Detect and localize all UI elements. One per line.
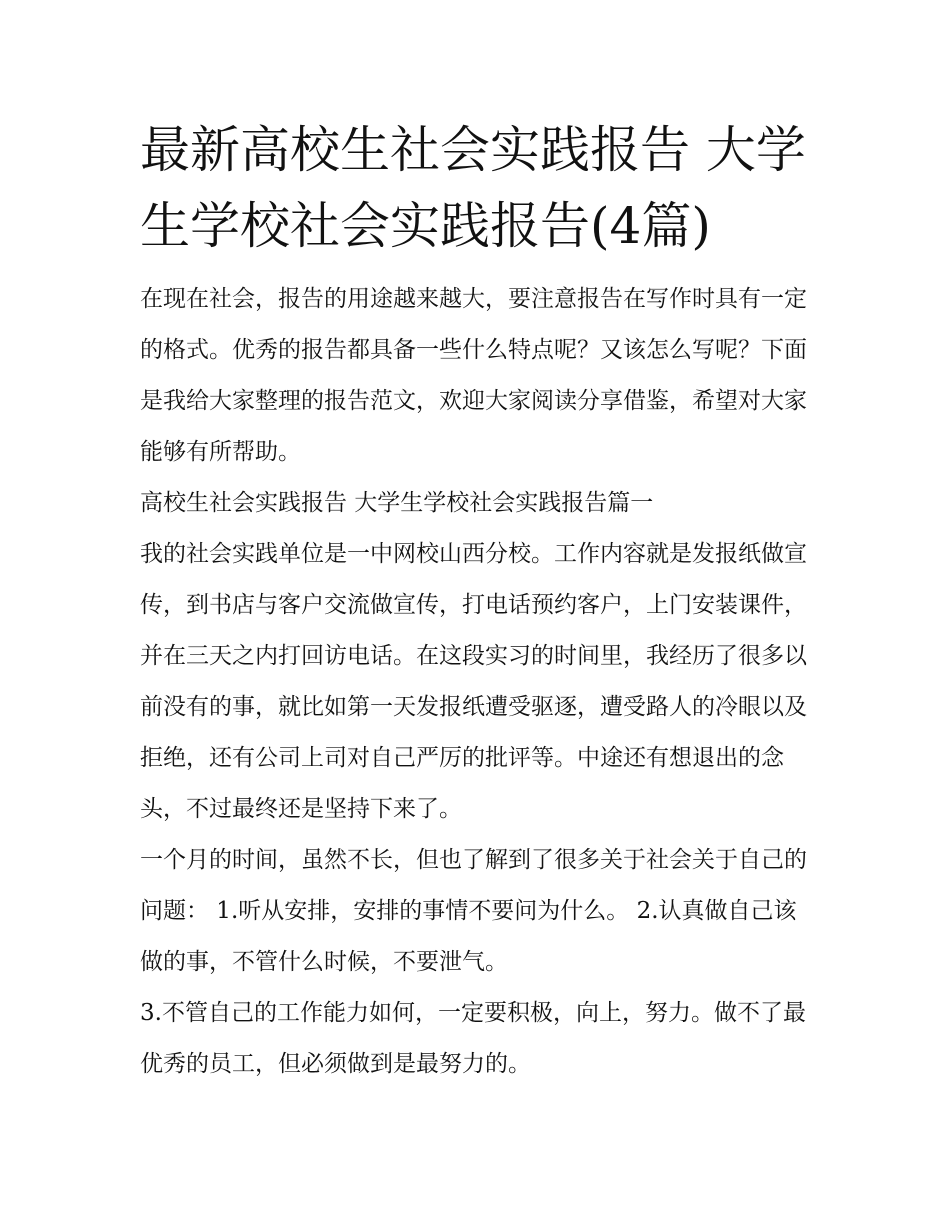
section-heading: 高校生社会实践报告 大学生学校社会实践报告篇一 <box>140 490 654 516</box>
body-paragraph: 一个月的时间，虽然不长，但也了解到了很多关于社会关于自己的问题： 1.听从安排，安排的事情不要问为什么。 2.认真做自己该做的事，不管什么时候，不要泄气。 <box>140 847 807 975</box>
document-title: 最新高校生社会实践报告 大学生学校社会实践报告(4篇) <box>140 121 806 255</box>
document-body <box>140 112 812 1090</box>
body-paragraph: 3.不管自己的工作能力如何，一定要积极，向上，努力。做不了最优秀的员工，但必须做到是最努力的。 <box>140 1000 806 1077</box>
body-paragraph: 我的社会实践单位是一中网校山西分校。工作内容就是发报纸做宣传，到书店与客户交流做宣传，打电话预约客户，上门安装课件，并在三天之内打回访电话。在这段实习的时间里，我经历了很多以前没有的事，就比如第一天发报纸遭受驱逐，遭受路人的冷眼以及拒绝，还有公司上司对自己严厉的批评等。中途还有想退出的念头，不过最终还是坚持下来了。 <box>140 541 807 822</box>
intro-paragraph: 在现在社会，报告的用途越来越大，要注意报告在写作时具有一定的格式。优秀的报告都具备一些什么特点呢？又该怎么写呢？下面是我给大家整理的报告范文，欢迎大家阅读分享借鉴，希望对大家能够有所帮助。 <box>140 286 807 465</box>
